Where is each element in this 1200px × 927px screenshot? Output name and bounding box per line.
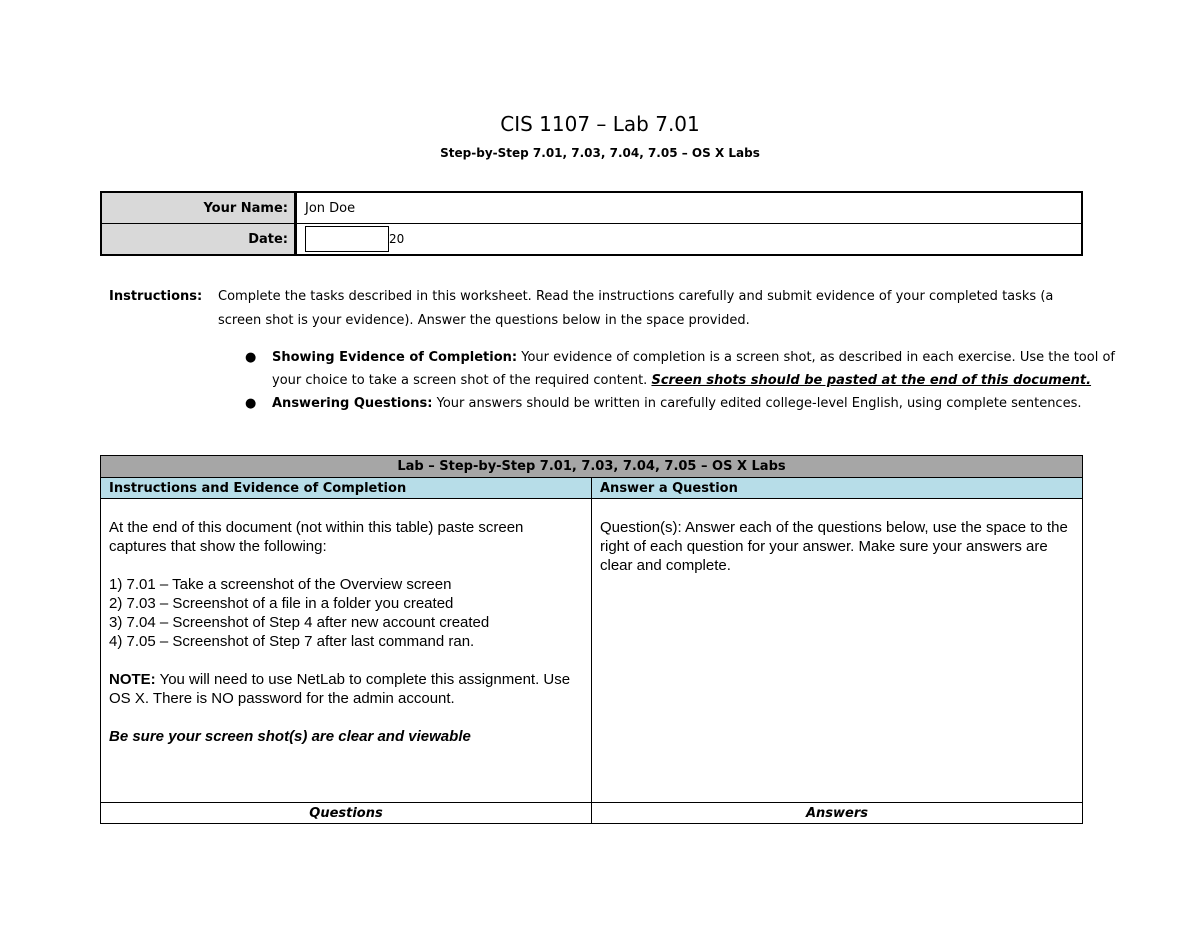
lab-table-title: Lab – Step-by-Step 7.01, 7.03, 7.04, 7.05 – OS X Labs <box>101 456 1083 478</box>
bullet-emphasis: Screen shots should be pasted at the end of this document. <box>651 373 1092 388</box>
bullet-evidence <box>245 346 1115 392</box>
task-item: 4) 7.05 – Screenshot of Step 7 after last command ran. <box>109 633 475 650</box>
name-field[interactable]: Jon Doe <box>296 192 1083 224</box>
answers-header: Answers <box>592 803 1083 824</box>
name-label: Your Name: <box>101 192 296 224</box>
task-item: 2) 7.03 – Screenshot of a file in a folder you created <box>109 595 454 612</box>
date-field[interactable] <box>305 226 389 252</box>
lab-table-title-row <box>101 456 1083 478</box>
bullet-questions <box>245 392 1115 415</box>
date-label: Date: <box>101 224 296 256</box>
bullet-icon: ● <box>245 396 257 411</box>
task-list <box>109 575 583 651</box>
instructions-label: Instructions: <box>109 289 203 304</box>
instructions-intro: At the end of this document (not within this table) paste screen captures that show the following: <box>109 519 524 555</box>
task-item: 1) 7.01 – Take a screenshot of the Overview screen <box>109 576 452 593</box>
questions-header: Questions <box>101 803 592 824</box>
bullet-heading: Answering Questions: <box>272 396 433 411</box>
document-subtitle: Step-by-Step 7.01, 7.03, 7.04, 7.05 – OS X Labs <box>440 146 760 160</box>
task-item: 3) 7.04 – Screenshot of Step 4 after new account created <box>109 614 490 631</box>
date-year-suffix: 20 <box>389 232 405 246</box>
lab-table-body-row <box>101 499 1083 803</box>
instructions-text: Complete the tasks described in this worksheet. Read the instructions carefully and submit evidence of your completed tasks (a screen shot is your evidence). Answer the questions below in the space provided. <box>218 289 1054 328</box>
bullet-text: Your answers should be written in carefully edited college-level English, using complete sentences. <box>432 396 1082 411</box>
answer-cell[interactable] <box>592 499 1083 803</box>
column-header-instructions: Instructions and Evidence of Completion <box>101 478 592 499</box>
document-title: CIS 1107 – Lab 7.01 <box>500 112 700 136</box>
lab-table-footer-row <box>101 803 1083 824</box>
note-label: NOTE: <box>109 671 156 688</box>
date-cell <box>296 224 1083 256</box>
lab-table-header-row <box>101 478 1083 499</box>
date-row <box>101 224 1082 256</box>
instructions-cell <box>101 499 592 803</box>
name-row <box>101 192 1082 224</box>
note-paragraph <box>109 670 583 708</box>
column-header-answer: Answer a Question <box>592 478 1083 499</box>
bullet-heading: Showing Evidence of Completion: <box>272 350 518 365</box>
answer-instructions: Question(s): Answer each of the questions below, use the space to the right of each question for your answer. Make sure your answers are clear and complete. <box>600 519 1068 574</box>
bullet-icon: ● <box>245 350 257 365</box>
note-text: You will need to use NetLab to complete this assignment. Use OS X. There is NO password for the admin account. <box>109 671 571 707</box>
lab-table <box>100 455 1083 824</box>
instructions-bullets <box>245 346 1115 415</box>
student-info-table <box>100 191 1083 256</box>
closing-reminder: Be sure your screen shot(s) are clear and viewable <box>109 728 471 745</box>
bullet-text: Your evidence of completion is a screen shot, as described in each exercise. Use the tool of your choice to take a screen shot of the required content. <box>272 350 1115 388</box>
